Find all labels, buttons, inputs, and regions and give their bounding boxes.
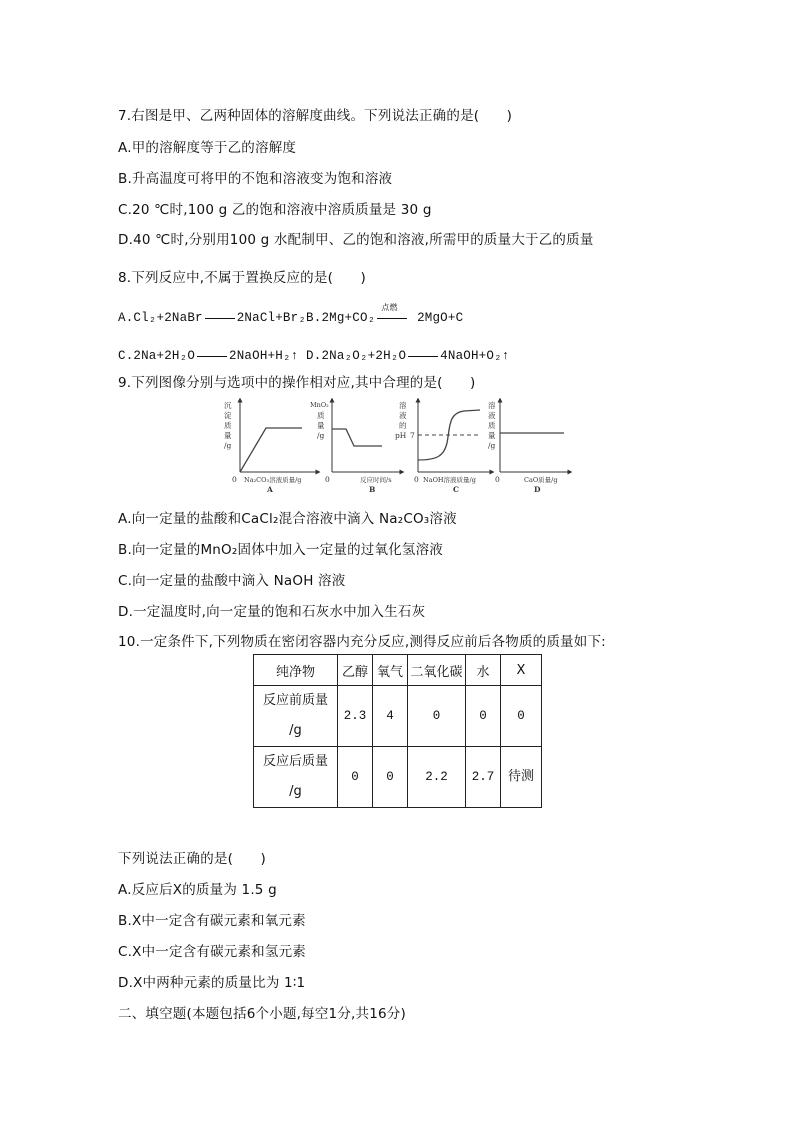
graph-a: [224, 400, 318, 494]
q7-option-d: D.40 ℃时,分别用100 g 水配制甲、乙的饱和溶液,所需甲的质量大于乙的质量: [118, 232, 594, 248]
table-header-cell: 氧气: [373, 655, 408, 686]
graph-b-ylabel-2: 质: [317, 411, 325, 420]
graph-a-ylabel-4: 量: [224, 431, 232, 440]
graph-b-ylabel-4: /g: [317, 431, 325, 440]
graph-b-xlabel: 反应时间/s: [360, 476, 392, 484]
q8-a-right: 2NaCl+Br₂: [236, 311, 307, 325]
graph-a-xlabel: Na₂CO₃溶液质量/g: [244, 476, 302, 484]
table-header-cell: 水: [466, 655, 501, 686]
table-cell: 0: [501, 686, 542, 747]
q8-d-right: 4NaOH+O₂↑: [440, 349, 510, 363]
table-cell: 0: [466, 686, 501, 747]
q8-c-right: 2NaOH+H₂↑: [229, 349, 299, 363]
equals-bar-icon: [195, 347, 229, 365]
graph-d-ylabel-3: 质: [488, 421, 496, 430]
graph-a-ylabel-3: 质: [224, 421, 232, 430]
table-cell: 待测: [501, 747, 542, 808]
row-label-line2: /g: [289, 723, 302, 738]
equals-bar-icon: [406, 347, 440, 365]
q8-d-left: 2Na₂O₂+2H₂O: [321, 349, 407, 363]
q8-stem: 8.下列反应中,不属于置换反应的是( ): [118, 270, 366, 286]
ignite-condition-bar-icon: [375, 304, 409, 327]
q10-stem: 10.一定条件下,下列物质在密闭容器内充分反应,测得反应前后各物质的质量如下:: [118, 634, 606, 650]
table-row: [254, 686, 542, 747]
q8-b-condition: 点燃: [381, 304, 398, 313]
graph-a-origin: 0: [232, 475, 237, 484]
graph-c-origin: 0: [414, 475, 419, 484]
graph-c-ylabel-3: 的: [399, 421, 407, 430]
graph-a-ylabel-5: /g: [224, 441, 232, 450]
graph-c-label: C: [453, 485, 459, 494]
table-row: [254, 747, 542, 808]
equals-bar-icon: [203, 309, 237, 327]
table-header-row: [254, 655, 542, 686]
graph-c-ylabel-2: 液: [399, 411, 407, 420]
graph-a-label: A: [267, 485, 273, 494]
q9-stem: 9.下列图像分别与选项中的操作相对应,其中合理的是( ): [118, 375, 476, 391]
graph-d-xlabel: CaO质量/g: [524, 476, 558, 484]
table-row-label: [254, 686, 338, 747]
row-label-line1: 反应前质量: [262, 693, 328, 708]
graph-b: [310, 400, 402, 494]
q8-d-label: D.: [306, 349, 322, 363]
q7-option-a: A.甲的溶解度等于乙的溶解度: [118, 140, 297, 156]
table-cell: 2.3: [338, 686, 373, 747]
table-cell: 0: [338, 747, 373, 808]
row-label-line1: 反应后质量: [262, 754, 328, 769]
graph-d-label: D: [534, 485, 541, 494]
q10-mass-table: [253, 654, 542, 808]
q8-c-left: 2Na+2H₂O: [133, 349, 196, 363]
graph-d: [488, 400, 570, 494]
row-label-line2: /g: [289, 784, 302, 799]
table-cell: 0: [373, 747, 408, 808]
graph-c: [395, 400, 492, 494]
q8-equations-cd: [118, 347, 509, 365]
q10-option-a: A.反应后X的质量为 1.5 g: [118, 882, 277, 898]
graph-d-ylabel-5: /g: [488, 441, 496, 450]
q8-c-label: C.: [118, 349, 134, 363]
q8-equations-ab: [118, 304, 464, 327]
q8-b-left: 2Mg+CO₂: [321, 311, 376, 325]
table-header-cell: 二氧化碳: [408, 655, 466, 686]
graph-b-ylabel-3: 量: [317, 421, 325, 430]
table-cell: 2.7: [466, 747, 501, 808]
graph-a-ylabel-2: 淀: [224, 411, 232, 420]
table-cell: 2.2: [408, 747, 466, 808]
graph-c-xlabel: NaOH溶液质量/g: [423, 476, 476, 484]
graph-d-ylabel-2: 液: [488, 411, 496, 420]
q7-option-b: B.升高温度可将甲的不饱和溶液变为饱和溶液: [118, 171, 393, 187]
q7-option-c: C.20 ℃时,100 g 乙的饱和溶液中溶质质量是 30 g: [118, 202, 432, 218]
graph-b-label: B: [369, 485, 376, 494]
q10-option-b: B.X中一定含有碳元素和氧元素: [118, 913, 306, 929]
table-header-cell: 乙醇: [338, 655, 373, 686]
section-2-heading: 二、填空题(本题包括6个小题,每空1分,共16分): [118, 1006, 406, 1022]
q9-option-a: A.向一定量的盐酸和CaCl₂混合溶液中滴入 Na₂CO₃溶液: [118, 511, 457, 527]
q8-b-right: 2MgO+C: [417, 311, 464, 325]
table-cell: 4: [373, 686, 408, 747]
q8-a-left: Cl₂+2NaBr: [133, 311, 203, 325]
q7-stem: 7.右图是甲、乙两种固体的溶解度曲线。下列说法正确的是( ): [118, 108, 513, 124]
q10-option-c: C.X中一定含有碳元素和氢元素: [118, 944, 306, 960]
q9-graphs-figure: [222, 398, 572, 494]
q9-option-d: D.一定温度时,向一定量的饱和石灰水中加入生石灰: [118, 604, 426, 620]
graph-b-ylabel-1: MnO₂: [310, 401, 329, 409]
graph-c-ylabel-1: 溶: [399, 401, 407, 410]
graph-b-origin: 0: [325, 475, 330, 484]
table-header-cell: X: [501, 655, 542, 686]
q10-option-d: D.X中两种元素的质量比为 1∶1: [118, 975, 306, 991]
q9-option-c: C.向一定量的盐酸中滴入 NaOH 溶液: [118, 573, 346, 589]
q8-b-label: B.: [306, 311, 322, 325]
table-header-cell: 纯净物: [254, 655, 338, 686]
q9-option-b: B.向一定量的MnO₂固体中加入一定量的过氧化氢溶液: [118, 542, 443, 558]
table-cell: 0: [408, 686, 466, 747]
graph-d-origin: 0: [495, 475, 500, 484]
graph-c-tick-7: 7: [410, 431, 415, 440]
graph-c-ylabel-4: pH: [395, 431, 407, 440]
q8-a-label: A.: [118, 311, 134, 325]
graph-d-ylabel-1: 溶: [488, 401, 496, 410]
graph-a-ylabel-1: 沉: [224, 401, 232, 410]
graph-d-ylabel-4: 量: [488, 431, 496, 440]
table-row-label: [254, 747, 338, 808]
q10-prompt: 下列说法正确的是( ): [118, 851, 266, 867]
